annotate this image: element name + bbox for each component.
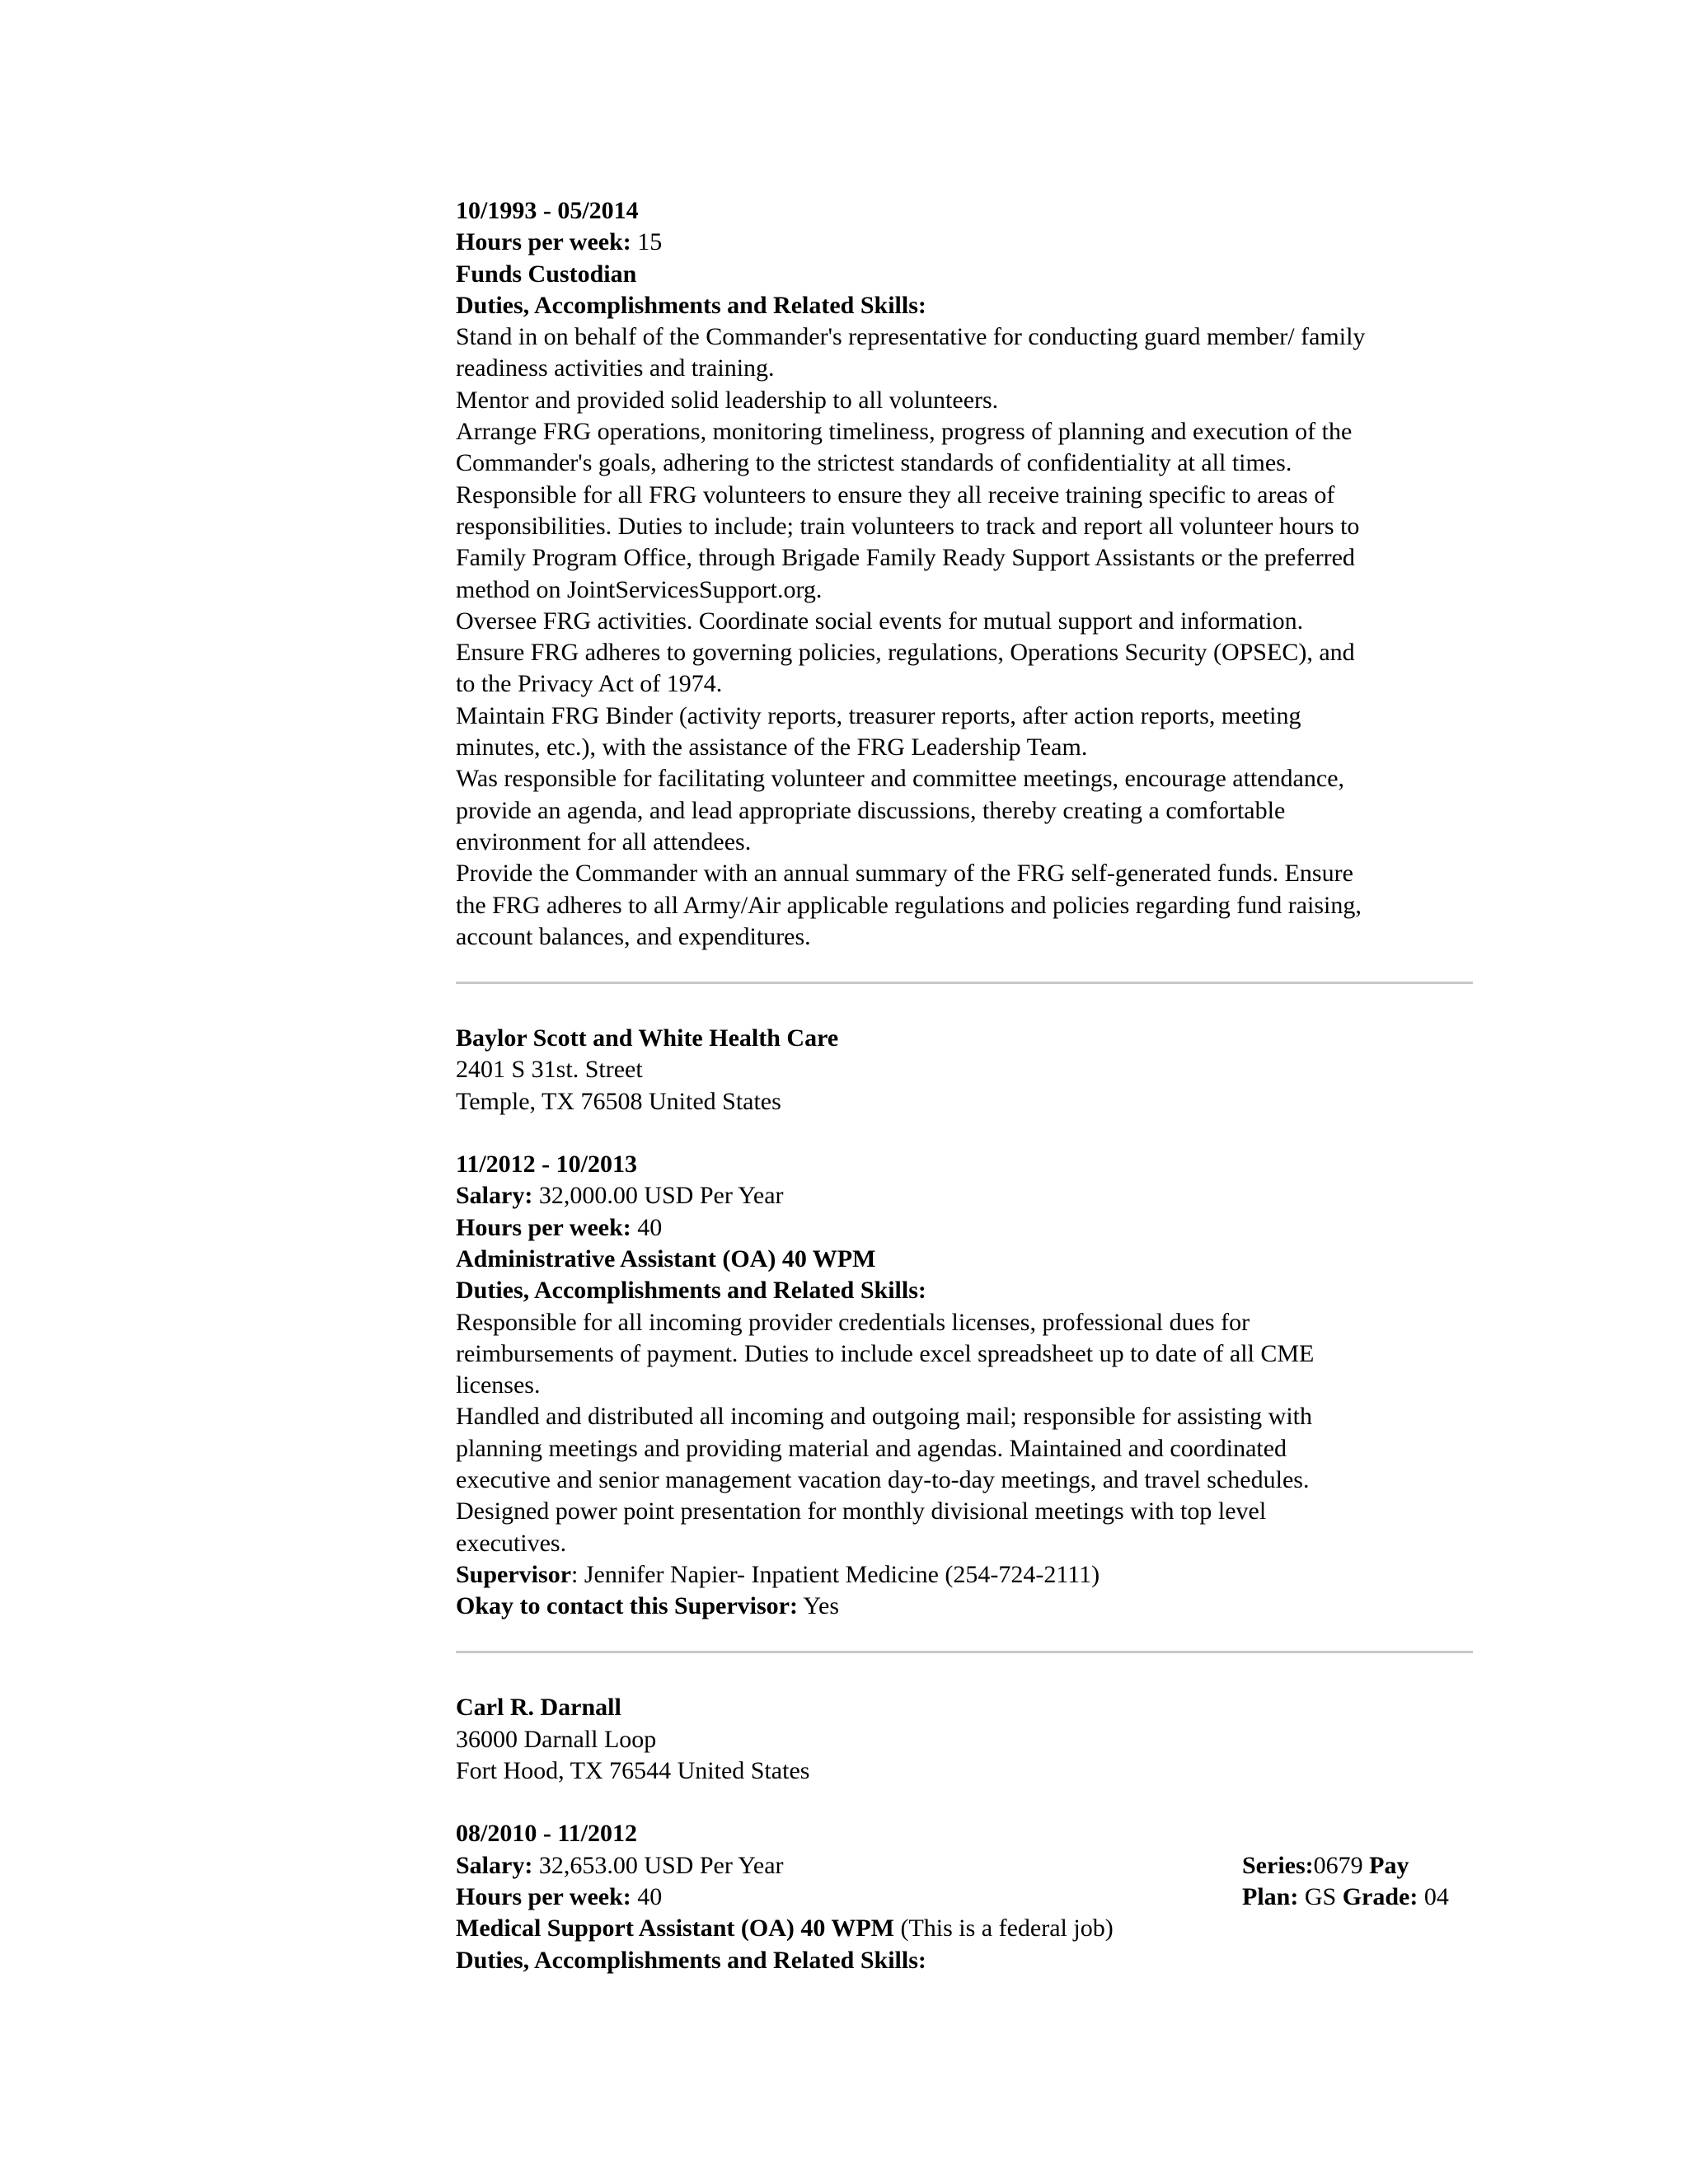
supervisor-value: : Jennifer Napier- Inpatient Medicine (254-724-2111) [571, 1560, 1100, 1588]
salary-series-row [456, 1850, 1473, 1882]
plan-grade [1242, 1882, 1449, 1913]
duties-line: Was responsible for facilitating volunteer and committee meetings, encourage attendance, [456, 765, 1345, 793]
job-title: Administrative Assistant (OA) 40 WPM [456, 1244, 876, 1272]
duties-line: environment for all attendees. [456, 827, 752, 855]
duties-line: Responsible for all incoming provider credentials licenses, professional dues for [456, 1308, 1250, 1336]
employer-name: Baylor Scott and White Health Care [456, 1024, 839, 1052]
duties-heading: Duties, Accomplishments and Related Skills: [456, 1946, 926, 1974]
employer-address-street: 36000 Darnall Loop [456, 1725, 657, 1753]
employer-address-city: Temple, TX 76508 United States [456, 1087, 781, 1115]
salary-label: Salary: [456, 1851, 533, 1879]
duties-line: readiness activities and training. [456, 354, 775, 382]
hours-value: 40 [637, 1213, 663, 1241]
employer-address-city: Fort Hood, TX 76544 United States [456, 1757, 810, 1785]
duties-heading: Duties, Accomplishments and Related Skills: [456, 1277, 926, 1305]
duties-line: Commander's goals, adhering to the strictest standards of confidentiality at all times. [456, 449, 1292, 477]
employment-dates: 10/1993 - 05/2014 [456, 197, 639, 224]
spacer [456, 1787, 1473, 1818]
duties-line: licenses. [456, 1371, 541, 1399]
hours-label: Hours per week: [456, 1213, 631, 1241]
supervisor [456, 1559, 1473, 1591]
grade-value: 04 [1423, 1882, 1449, 1910]
employment-dates: 08/2010 - 11/2012 [456, 1820, 638, 1848]
duties-line: Arrange FRG operations, monitoring timeliness, progress of planning and execution of the [456, 418, 1353, 446]
section-divider [456, 982, 1473, 984]
employer-name: Carl R. Darnall [456, 1694, 621, 1722]
duties-line: Ensure FRG adheres to governing policies, regulations, Operations Security (OPSEC), and [456, 639, 1355, 667]
duties-line: Oversee FRG activities. Coordinate social events for mutual support and information. [456, 607, 1304, 635]
okay-to-contact [456, 1591, 1473, 1622]
duties-line: provide an agenda, and lead appropriate discussions, thereby creating a comfortable [456, 796, 1286, 824]
salary-label: Salary: [456, 1182, 533, 1210]
supervisor-label: Supervisor [456, 1560, 572, 1588]
salary-value: 32,653.00 USD Per Year [538, 1851, 784, 1879]
job-entry-carl-r-darnall [456, 1692, 1473, 1975]
duties-line: to the Privacy Act of 1974. [456, 670, 723, 698]
grade-label: Grade: [1342, 1882, 1418, 1910]
pay-label: Pay [1369, 1851, 1409, 1879]
duties-line: method on JointServicesSupport.org. [456, 575, 823, 603]
spacer [456, 1118, 1473, 1149]
duties-line: executive and senior management vacation day-to-day meetings, and travel schedules. [456, 1465, 1310, 1493]
duties-line: account balances, and expenditures. [456, 922, 811, 950]
hours-value: 15 [637, 228, 663, 256]
resume-page [456, 195, 1473, 1976]
hours-label: Hours per week: [456, 1882, 631, 1910]
employment-dates: 11/2012 - 10/2013 [456, 1151, 638, 1179]
duties-line: Maintain FRG Binder (activity reports, treasurer reports, after action reports, meeting [456, 701, 1301, 729]
hours-plan-row [456, 1882, 1473, 1913]
duties-heading: Duties, Accomplishments and Related Skills: [456, 291, 926, 319]
hours-value: 40 [637, 1882, 663, 1910]
duties-line: minutes, etc.), with the assistance of the FRG Leadership Team. [456, 733, 1088, 762]
hours-per-week [456, 1212, 1473, 1244]
duties-line: reimbursements of payment. Duties to include excel spreadsheet up to date of all CME [456, 1339, 1315, 1367]
duties-line: the FRG adheres to all Army/Air applicable regulations and policies regarding fund raising, [456, 891, 1362, 919]
duties-text [456, 321, 1473, 953]
job-title-line [456, 1913, 1473, 1944]
duties-line: executives. [456, 1529, 567, 1557]
okay-to-contact-label: Okay to contact this Supervisor: [456, 1592, 798, 1620]
plan-value: GS [1304, 1882, 1337, 1910]
duties-line: Family Program Office, through Brigade Family Ready Support Assistants or the preferred [456, 544, 1355, 572]
salary-value: 32,000.00 USD Per Year [538, 1182, 784, 1210]
job-title: Funds Custodian [456, 260, 637, 288]
duties-text [456, 1307, 1473, 1559]
duties-line: Designed power point presentation for monthly divisional meetings with top level [456, 1497, 1267, 1526]
duties-line: Mentor and provided solid leadership to all volunteers. [456, 386, 999, 414]
duties-line: Provide the Commander with an annual summary of the FRG self-generated funds. Ensure [456, 860, 1353, 888]
job-entry-funds-custodian [456, 195, 1473, 953]
duties-line: planning meetings and providing material and agendas. Maintained and coordinated [456, 1434, 1287, 1462]
hours-label: Hours per week: [456, 228, 631, 256]
series-pay [1242, 1850, 1409, 1882]
job-entry-baylor-scott-white [456, 1023, 1473, 1622]
section-divider [456, 1651, 1473, 1653]
salary [456, 1852, 784, 1879]
okay-to-contact-value: Yes [803, 1592, 840, 1620]
duties-line: Handled and distributed all incoming and outgoing mail; responsible for assisting with [456, 1403, 1313, 1431]
duties-line: Stand in on behalf of the Commander's representative for conducting guard member/ family [456, 323, 1366, 351]
salary [456, 1180, 1473, 1212]
series-value: 0679 [1313, 1851, 1363, 1879]
job-title: Medical Support Assistant (OA) 40 WPM [456, 1915, 894, 1943]
job-title-note: (This is a federal job) [900, 1915, 1114, 1943]
duties-line: responsibilities. Duties to include; train volunteers to track and report all volunteer hours to [456, 512, 1360, 540]
hours-per-week [456, 1883, 662, 1910]
plan-label: Plan: [1242, 1882, 1299, 1910]
employer-address-street: 2401 S 31st. Street [456, 1056, 643, 1084]
series-label: Series: [1242, 1851, 1314, 1879]
duties-line: Responsible for all FRG volunteers to ensure they all receive training specific to areas of [456, 480, 1335, 509]
hours-per-week [456, 227, 1473, 258]
